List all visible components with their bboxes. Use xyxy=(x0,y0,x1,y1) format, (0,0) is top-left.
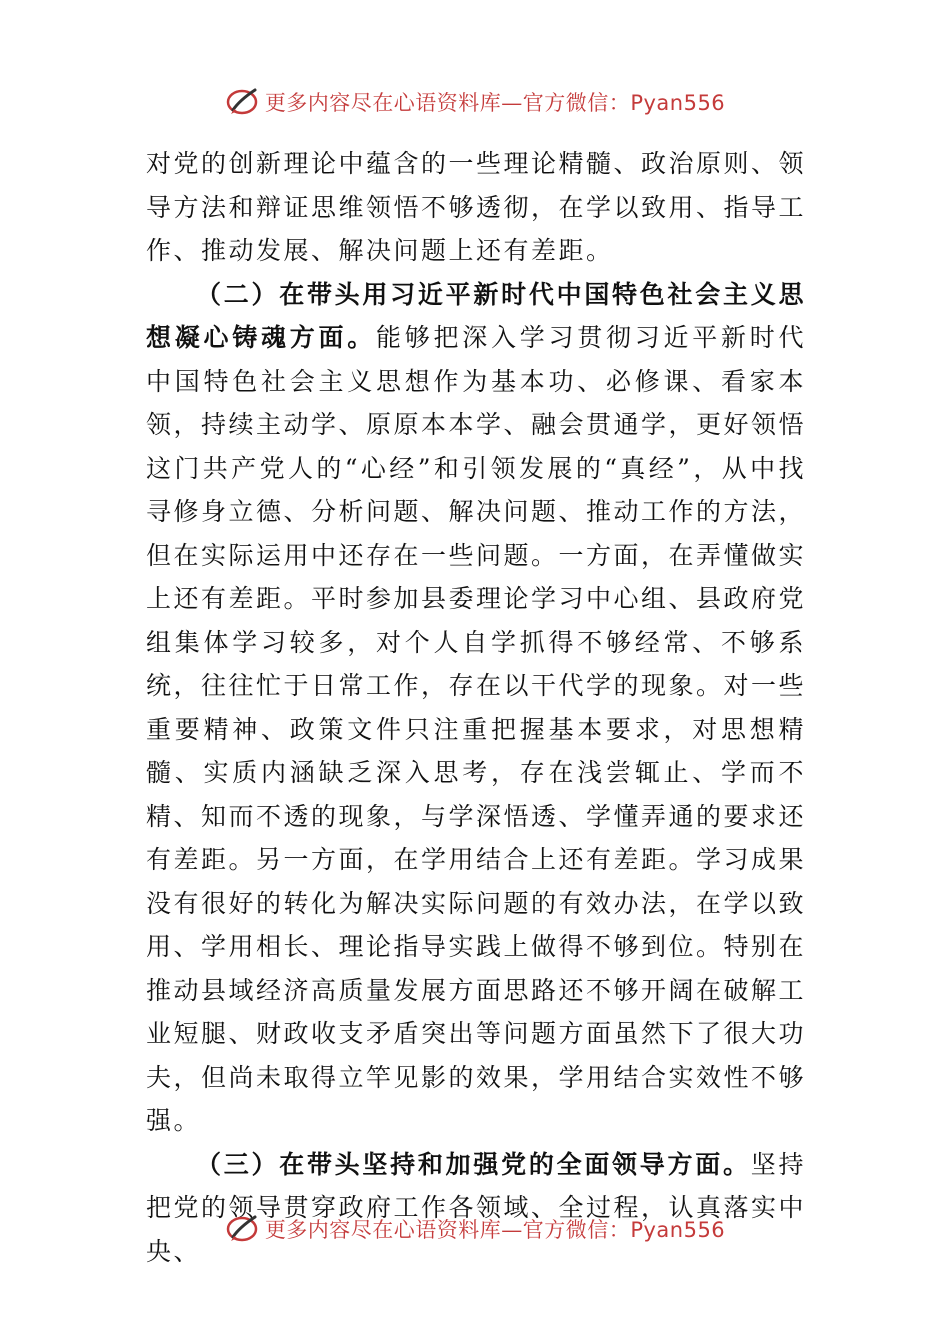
footer-wechat-id: Pyan556 xyxy=(630,1218,726,1242)
header-wechat-id: Pyan556 xyxy=(630,91,726,115)
paragraph-2-text: 能够把深入学习贯彻习近平新时代中国特色社会主义思想作为基本功、必修课、看家本领，持续主动学、原原本本学、融会贯通学，更好领悟这门共产党人的“心经”和引领发展的“真经”，从中找寻修身立德、分析问题、解决问题、推动工作的方法，但在实际运用中还存在一些问题。一方面，在弄懂做实上还有差距。平时参加县委理论学习中心组、县政府党组集体学习较多，对个人自学抓得不够经常、不够系统，往往忙于日常工作，存在以干代学的现象。对一些重要精神、政策文件只注重把握基本要求，对思想精髓、实质内涵缺乏深入思考，存在浅尝辄止、学而不精、知而不透的现象，与学深悟透、学懂弄通的要求还有差距。另一方面，在学用结合上还有差距。学习成果没有很好的转化为解决实际问题的有效办法，在学以致用、学用相长、理论指导实践上做得不够到位。特别在推动县域经济高质量发展方面思路还不够开阔在破解工业短腿、财政收支矛盾突出等问题方面虽然下了很大功夫，但尚未取得立竿见影的效果，学用结合实效性不够强。 xyxy=(146,323,807,1135)
footer-banner-label: 更多内容尽在心语资料库—官方微信： xyxy=(264,1218,631,1242)
footer-banner-text xyxy=(265,1214,725,1244)
brush-pen-logo-icon xyxy=(225,84,261,120)
footer-banner xyxy=(0,1209,950,1249)
paragraph-2 xyxy=(146,273,806,1143)
header-banner-text xyxy=(265,87,725,117)
paragraph-3-text: 坚持把党的领导贯穿政府工作各领域、全过程，认真落实中央、 xyxy=(146,1149,807,1266)
header-banner xyxy=(0,82,950,122)
paragraph-3-heading: （三）在带头坚持和加强党的全面领导方面。 xyxy=(196,1149,751,1179)
paragraph-2-heading: （二）在带头用习近平新时代中国特色社会主义思想凝心铸魂方面。 xyxy=(146,279,806,352)
document-body xyxy=(146,142,806,1273)
brush-pen-logo-icon xyxy=(225,1211,261,1247)
paragraph-1-text: 对党的创新理论中蕴含的一些理论精髓、政治原则、领导方法和辩证思维领悟不够透彻，在学以致用、指导工作、推动发展、解决问题上还有差距。 xyxy=(146,149,807,265)
paragraph-3 xyxy=(146,1143,806,1274)
header-banner-label: 更多内容尽在心语资料库—官方微信： xyxy=(264,91,631,115)
paragraph-1 xyxy=(146,142,806,273)
